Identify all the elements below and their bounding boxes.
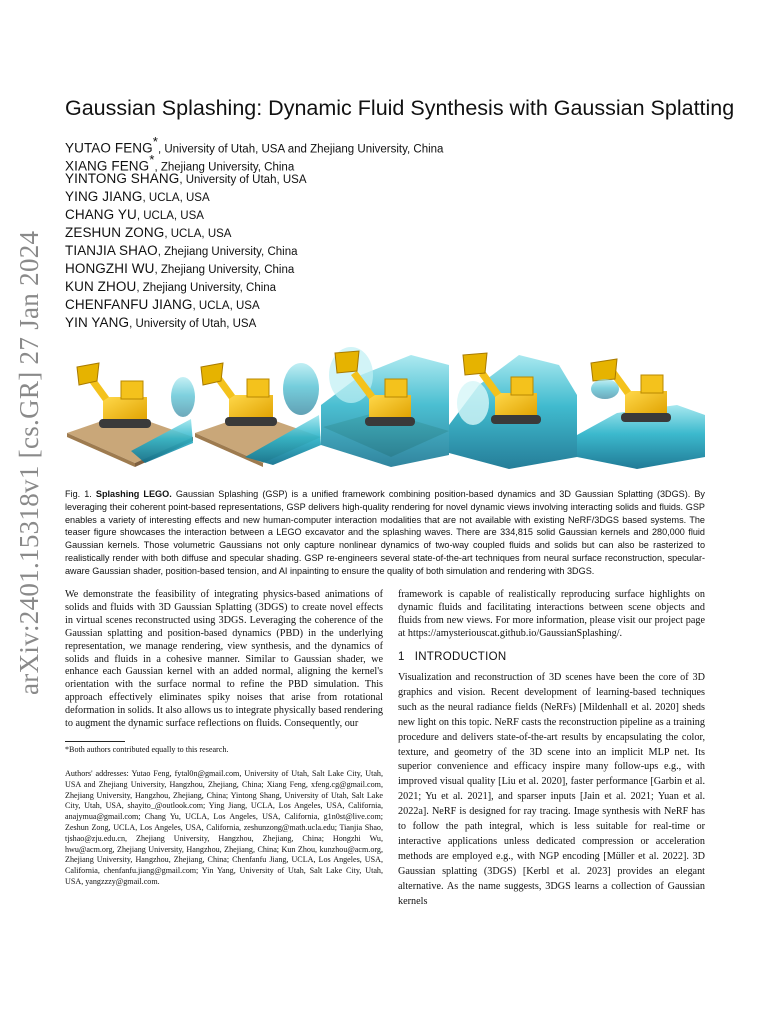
author-affiliation: , Zhejiang University, China — [154, 161, 295, 174]
author-name: XIANG FENG — [65, 158, 150, 174]
author-affiliation: , University of Utah, USA — [129, 318, 257, 330]
figure-caption-text: Gaussian Splashing (GSP) is a unified framework combining position-based dynamics and 3D Gaussian Splatting (3DGS). By leveraging their coherent point-based representations, GSP delivers high-quality rendering for novel dynamic views involving interacting solids and fluids. GSP enables a variety of interesting effects and new human-computer interaction modalities that are not available with existing NeRF/3DGS based systems. The teaser figure showcases the interaction between a LEGO excavator and the splashing waves. There are 334,815 solid Gaussian kernels and 280,000 fluid Gaussian kernels. Those volumetric Gaussians not only capture nonlinear dynamics of two-way coupled fluids and solids but can also be rasterized to realistically render with both diffuse and specular shading. GSP re-engineers several state-of-the-art techniques from neural surface reconstruction, specular-aware Gaussian shader, position-based tension, and AI inpainting to ensure the quality of both simulation and rendering with 3DGS. — [65, 489, 705, 576]
teaser-panel-1 — [67, 363, 195, 467]
author-line — [65, 134, 444, 156]
introduction-text: Visualization and reconstruction of 3D scenes have been the core of 3D graphics and vision. Recent development of learning-based techniques such as the neural radiance fields (NeRFs) [Mildenhall et al. 2020] sheds new light on this topic. NeRF casts the reconstruction pipeline as a training procedure and delivers state-of-the-art results by encapsulating the color, texture, and geometry of the 3D scene into an implicit MLP net. Its superior convenience and efficacy inspire many follow-ups e.g., with improved visual quality [Liu et al. 2020], faster performance [Garbin et al. 2021; Yu et al. 2021], and sparser inputs [Jain et al. 2021; Yuan et al. 2022a]. NeRF is designed for ray tracing. Image synthesis with NeRF has to follow the path integral, which is less suitable for real-time or interactive applications unless dedicated compression or acceleration methods are employed e.g., with NGP encoding [Müller et al. 2022]. 3D Gaussian splatting (3DGS) [Kerbl et al. 2023] provides an elegant alternative. As the name suggests, 3DGS learns a collection of Gaussian kernels — [398, 672, 705, 907]
figure-caption — [65, 488, 705, 578]
author-addresses: Authors' addresses: Yutao Feng, fytal0n@gmail.com, University of Utah, Salt Lake City, Utah, USA and Zhejiang University, Hangzhou, Zhejiang, China; Xiang Feng, xfeng.cg@gmail.com, Zhejiang University, Hangzhou, Zhejiang, China; Yintong Shang, University of Utah, Salt Lake City, Utah, USA, shayito_@outlook.com; Ying Jiang, UCLA, Los Angeles, USA, California, anajymua@gmail.com; Chang Yu, UCLA, Los Angeles, USA, California, g1n0st@live.com; Zeshun Zong, UCLA, Los Angeles, USA, California, zeshunzong@math.ucla.edu; Tianjia Shao, tjshao@zju.edu.cn, Zhejiang University, Hangzhou, Zhejiang, China; Hongzhi Wu, hwu@acm.org, Zhejiang University, Hangzhou, Zhejiang, China; Kun Zhou, kunzhou@acm.org, Zhejiang University, Hangzhou, Zhejiang, China; Chenfanfu Jiang, UCLA, Los Angeles, USA, California, chenfanfu.jiang@gmail.com; Yin Yang, University of Utah, Salt Lake City, Utah, USA, yangzzzy@gmail.com. — [65, 769, 383, 886]
paper-title: Gaussian Splashing: Dynamic Fluid Synthesis with Gaussian Splatting — [65, 96, 735, 120]
teaser-figure — [65, 345, 705, 470]
author-line — [65, 278, 443, 296]
author-line — [65, 242, 443, 260]
author-name: KUN ZHOU — [65, 279, 137, 294]
author-name: YIN YANG — [65, 315, 130, 330]
author-affiliation: , Zhejiang University, China — [136, 282, 277, 294]
equal-contribution-mark: * — [152, 134, 158, 149]
section-number: 1 — [398, 651, 405, 663]
footnote-rule — [65, 741, 125, 742]
author-line — [65, 170, 443, 188]
author-affiliation: , Zhejiang University, China — [157, 246, 298, 258]
author-affiliation: , UCLA, USA — [136, 210, 204, 222]
author-name: ZESHUN ZONG — [65, 225, 165, 240]
equal-contribution-mark: * — [149, 152, 155, 167]
abstract-continued: framework is capable of realistically reproducing surface highlights on dynamic fluids and facilitating interactions between scene objects and fluids from new views. For more information, please visit our project page at https://amysteriouscat.github.io/GaussianSplashing/. — [398, 589, 705, 639]
figure-label: Fig. 1. — [65, 489, 92, 499]
author-name: HONGZHI WU — [65, 261, 155, 276]
author-line — [65, 224, 443, 242]
author-name: YINTONG SHANG — [65, 171, 180, 186]
author-line — [65, 188, 443, 206]
abstract: We demonstrate the feasibility of integrating physics-based animations of solids and fluids with 3D Gaussian Splatting (3DGS) to create novel effects in virtual scenes reconstructed using 3DGS. Leveraging the coherence of the Gaussian splatting and position-based dynamics (PBD) in the underlying representation, we manage rendering, view synthesis, and the dynamics of solids and fluids in a cohesive manner. Similar to Gaussian shader, we enhance each Gaussian kernel with an added normal, aligning the kernel's orientation with the surface normal to refine the PBD simulation. This approach effectively eliminates spiky noises that arise from rotational deformation in solids. It also allows us to integrate physically based rendering to augment the dynamic surface reflections on fluids. Consequently, our — [65, 589, 384, 730]
author-list — [65, 134, 443, 332]
author-name: TIANJIA SHAO — [65, 243, 158, 258]
author-affiliation: , University of Utah, USA — [179, 174, 307, 186]
author-line — [65, 206, 443, 224]
author-affiliation: , Zhejiang University, China — [154, 264, 295, 276]
author-name: YUTAO FENG — [65, 140, 153, 156]
teaser-panel-3 — [321, 347, 449, 467]
author-line — [65, 260, 443, 278]
arxiv-identifier: arXiv:2401.15318v1 [cs.GR] 27 Jan 2024 — [14, 230, 44, 695]
author-line — [65, 296, 443, 314]
section-heading — [398, 651, 506, 663]
author-affiliation: , UCLA, USA — [192, 300, 260, 312]
section-title: INTRODUCTION — [414, 651, 507, 663]
author-line — [65, 314, 443, 332]
author-affiliation: , UCLA, USA — [142, 192, 210, 204]
author-name: YING JIANG — [65, 189, 143, 204]
author-name: CHENFANFU JIANG — [65, 297, 193, 312]
author-affiliation: , University of Utah, USA and Zhejiang University, China — [157, 143, 444, 156]
teaser-panel-2 — [195, 363, 321, 467]
footnote: *Both authors contributed equally to this research. — [65, 745, 229, 754]
teaser-panel-4 — [449, 353, 577, 469]
teaser-panel-5 — [577, 359, 705, 469]
author-name: CHANG YU — [65, 207, 137, 222]
author-affiliation: , UCLA, USA — [164, 228, 232, 240]
figure-bold-title: Splashing LEGO. — [95, 489, 172, 499]
